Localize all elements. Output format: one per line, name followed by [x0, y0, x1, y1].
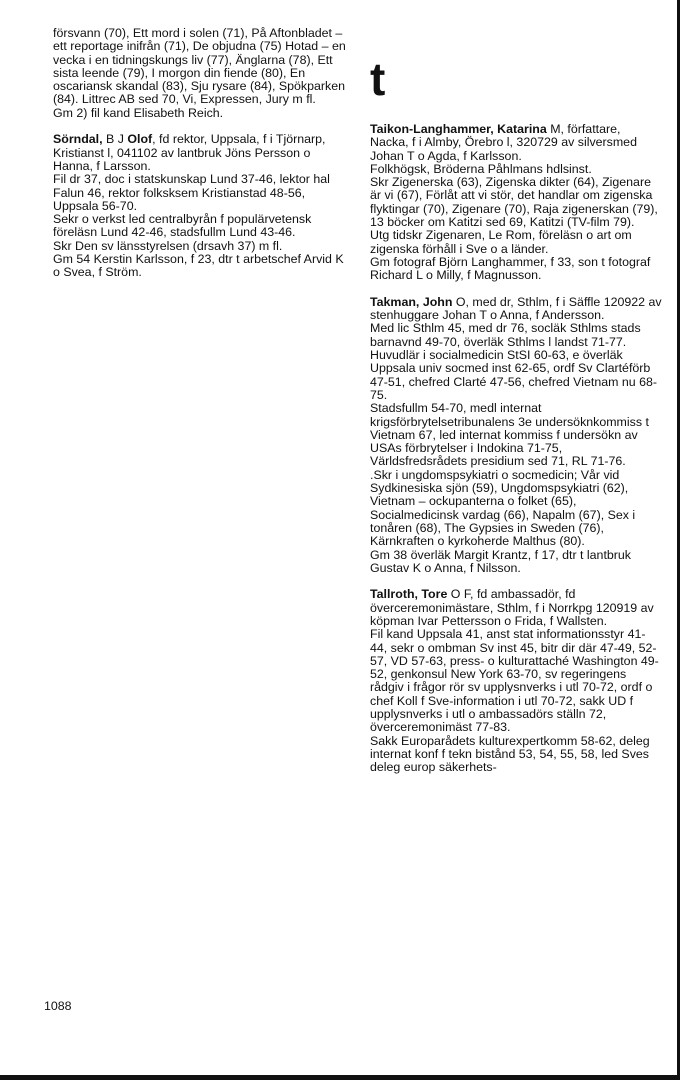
entry-paragraph: Skr Den sv länsstyrelsen (drsavh 37) m fl. [53, 238, 283, 253]
continuation-entry [53, 27, 349, 120]
entry-intro: O, med dr, Sthlm, f i Säffle 120922 av stenhuggare Johan T o Anna, f Andersson. [370, 294, 662, 323]
entry-heading [370, 123, 662, 163]
left-column [53, 27, 349, 293]
biography-entry-sorndal [53, 133, 349, 279]
entry-paragraph: försvann (70), Ett mord i solen (71), På Aftonbladet – ett reportage inifrån (71), De objudna (75) Hotad – en vecka i en tidningskungs liv (77), Änglarna (78), Ett sista leende (79), I morgon din fiende (80), En oscariansk skandal (83), Sju rysare (84), Spökparken (84). Littrec AB sed 70, Vi, Expressen, Jury m fl. [53, 26, 346, 107]
entry-intro: , fd rektor, Uppsala, f i Tjörnarp, Kristianst l, 041102 av lantbruk Jöns Persson o Hanna, f Larsson. [53, 132, 326, 173]
entry-paragraph: Gm 54 Kerstin Karlsson, f 23, dtr t arbetschef Arvid K o Svea, f Ström. [53, 252, 344, 280]
entry-surname: Takman, [370, 294, 420, 309]
entry-surname: Tallroth, [370, 587, 418, 602]
entry-heading [370, 296, 662, 323]
entry-given-name: Tore [421, 587, 448, 602]
entry-paragraph: Fil kand Uppsala 41, anst stat informationsstyr 41-44, sekr o ombman Sv inst 45, bitr dir där 47-49, 52-57, VD 57-63, press- o kulturattaché Washington 49-52, genkonsul New York 63-70, sv regeringens rådgiv i frågor rör sv upplysnverks i utl 70-72, ordf o chef Koll f Sve-information i utl 70-72, sakk UD f upplysnverks i utl o ambassadörs ställn 72, överceremonimäst 77-83. [370, 627, 659, 735]
entry-paragraph: Sekr o verkst led centralbyrån f populärvetensk föreläsn Lund 42-46, stadsfullm Lund 43-46. [53, 212, 312, 240]
biography-entry-tallroth [370, 588, 662, 774]
entry-paragraph: Skr Zigenerska (63), Zigenska dikter (64), Zigenare är vi (67), Förlåt att vi stör, det handlar om zigenska flyktingar (70), Zigenare (70), Raja zigenerskan (79), 13 böcker om Katitzi sed 69, Katitzi (TV-film 79). [370, 175, 658, 230]
entry-intro: O F, fd ambassadör, fd överceremonimästare, Sthlm, f i Norrkpg 120919 av köpman Ivar Pettersson o Frida, f Wallsten. [370, 587, 654, 628]
entry-paragraph: Folkhögsk, Bröderna Påhlmans hdlsinst. [370, 161, 592, 176]
page-number: 1088 [44, 999, 72, 1013]
entry-given-name: Olof [127, 132, 153, 147]
entry-paragraph: Stadsfullm 54-70, medl internat krigsförbrytelsetribunalens 3e undersöknkommiss t Vietnam 67, led internat kommiss f undersökn av USAs förbrytelser i Indokina 71-75, Världsfredsrådets presidium sed 71, RL 71-76. [370, 401, 649, 469]
entry-paragraph: Gm fotograf Björn Langhammer, f 33, son t fotograf Richard L o Milly, f Magnusson. [370, 254, 651, 283]
entry-paragraph: Med lic Sthlm 45, med dr 76, socläk Sthlms stads barnavnd 49-70, överläk Sthlms l landst 71-77. [370, 321, 641, 349]
entry-surname: Taikon-Langhammer, [370, 122, 494, 136]
entry-given-plain: B J [102, 132, 128, 147]
entry-paragraph: .Skr i ungdomspsykiatri o socmedicin; Vår vid Sydkinesiska sjön (59), Ungdomspsykiatri (62), Vietnam – ockupanterna o folket (65), Socialmedicinsk vardag (66), Napalm (67), Sex i tonåren (68), The Gypsies in Sweden (76), Kärnkraften o kyrkoherde Malthus (80). [370, 467, 636, 549]
entry-paragraph: Gm 2) fil kand Elisabeth Reich. [53, 105, 224, 120]
scan-edge-bottom [0, 1075, 680, 1080]
section-letter: t [370, 53, 386, 105]
entry-paragraph: Utg tidskr Zigenaren, Le Rom, föreläsn o art om zigenska förhåll i Sve o a länder. [370, 228, 632, 256]
entry-paragraph: Gm 38 överläk Margit Krantz, f 17, dtr t lantbruk Gustav K o Anna, f Nilsson. [370, 547, 631, 575]
biography-entry-taikon-langhammer [370, 123, 662, 283]
entry-paragraph: Huvudlär i socialmedicin StSI 60-63, e överläk Uppsala univ socmed inst 62-65, ordf Sv Clartéförb 47-51, chefred Clarté 47-56, chefred Vietnam nu 68-75. [370, 348, 657, 402]
entry-paragraph: Fil dr 37, doc i statskunskap Lund 37-46, lektor hal Falun 46, rektor folksksem Kristianstad 48-56, Uppsala 56-70. [53, 172, 330, 213]
right-column [370, 123, 662, 788]
entry-surname: Sörndal, [53, 132, 103, 147]
entry-given-name: John [422, 294, 453, 309]
entry-heading [370, 588, 662, 628]
entry-heading [53, 133, 349, 173]
entry-paragraph: Sakk Europarådets kulturexpertkomm 58-62, deleg internat konf f tekn bistånd 53, 54, 55, 58, led Sves deleg europ säkerhets- [370, 733, 650, 775]
entry-given-name: Katarina [497, 122, 547, 136]
entry-intro: M, författare, Nacka, f i Almby, Örebro l, 320729 av silversmed Johan T o Agda, f Karlsson. [370, 122, 637, 163]
biography-entry-takman [370, 296, 662, 575]
